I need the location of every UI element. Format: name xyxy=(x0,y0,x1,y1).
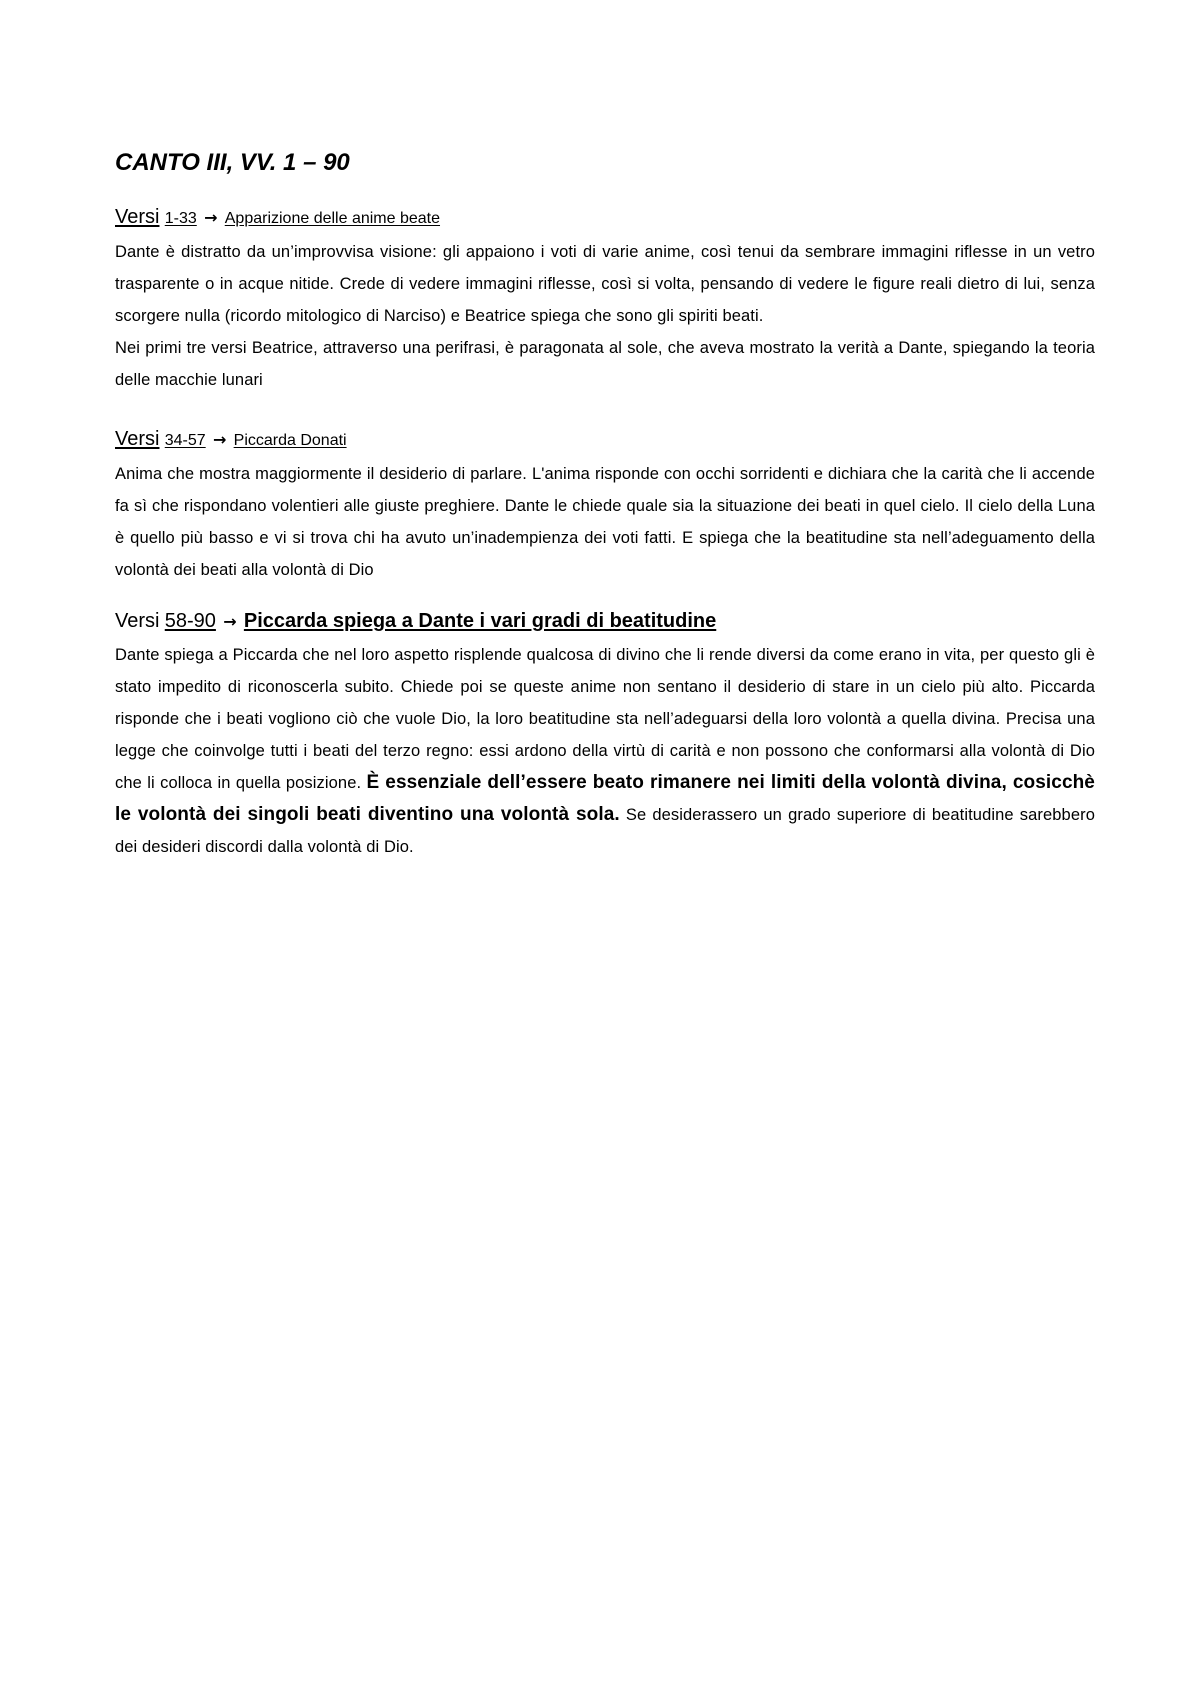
section-paragraph xyxy=(115,639,1095,863)
paragraph-text: Dante spiega a Piccarda che nel loro aspetto risplende qualcosa di divino che li rende diversi da come erano in vita, per questo gli è stato impedito di riconoscerla subito. Chiede poi se queste anime non sentano il desiderio di stare in un cielo più alto. Piccarda risponde che i beati vogliono ciò che vuole Dio, la loro beatitudine sta nell’adeguarsi della loro volontà a quella divina. Precisa una legge che coinvolge tutti i beati del terzo regno: essi ardono della virtù di carità e non possono che conformarsi alla volontà di Dio che li colloca in quella posizione. xyxy=(115,646,1095,792)
section-label: Versi xyxy=(115,206,160,228)
section-heading xyxy=(115,426,1095,454)
section-label: Versi xyxy=(115,610,160,632)
section-range: 58-90 xyxy=(164,610,216,632)
section-heading xyxy=(115,204,1095,232)
document-body xyxy=(115,148,1095,863)
paragraph-text: Se desiderassero un grado superiore di beatitudine sarebbero dei desideri discordi dalla volontà di Dio. xyxy=(115,806,1095,856)
section-versi-34-57 xyxy=(115,426,1095,586)
section-label: Versi xyxy=(115,428,160,450)
section-paragraph: Nei primi tre versi Beatrice, attraverso una perifrasi, è paragonata al sole, che aveva mostrato la verità a Dante, spiegando la teoria delle macchie lunari xyxy=(115,339,1095,389)
emphasized-statement: È essenziale dell’essere beato rimanere nei limiti della volontà divina, cosicchè le volontà dei singoli beati diventino una volontà sola. xyxy=(115,772,1095,825)
section-topic: Piccarda spiega a Dante i vari gradi di beatitudine xyxy=(243,610,717,632)
section-topic: Piccarda Donati xyxy=(233,432,347,449)
arrow-right-icon: → xyxy=(223,612,237,631)
section-versi-58-90 xyxy=(115,608,1095,863)
section-versi-1-33 xyxy=(115,204,1095,396)
section-heading xyxy=(115,608,1095,635)
document-title: CANTO III, VV. 1 – 90 xyxy=(115,149,350,176)
section-range: 1-33 xyxy=(164,210,197,227)
arrow-right-icon: → xyxy=(212,430,227,449)
arrow-right-icon: → xyxy=(204,208,218,227)
section-paragraph: Anima che mostra maggiormente il desiderio di parlare. L'anima risponde con occhi sorridenti e dichiara che la carità che li accende fa sì che rispondano volentieri alle giuste preghiere. Dante le chiede quale sia la situazione dei beati in quel cielo. Il cielo della Luna è quello più basso e vi si trova chi ha avuto un’inadempienza dei voti fatti. E spiega che la beatitudine sta nell’adeguamento della volontà dei beati alla volontà di Dio xyxy=(115,465,1095,579)
section-range: 34-57 xyxy=(164,432,206,449)
section-paragraph: Dante è distratto da un’improvvisa visione: gli appaiono i voti di varie anime, così tenui da sembrare immagini riflesse in un vetro trasparente o in acque nitide. Crede di vedere immagini riflesse, così si volta, pensando di vedere le figure reali dietro di lui, senza scorgere nulla (ricordo mitologico di Narciso) e Beatrice spiega che sono gli spiriti beati. xyxy=(115,243,1095,325)
section-topic: Apparizione delle anime beate xyxy=(224,210,441,227)
